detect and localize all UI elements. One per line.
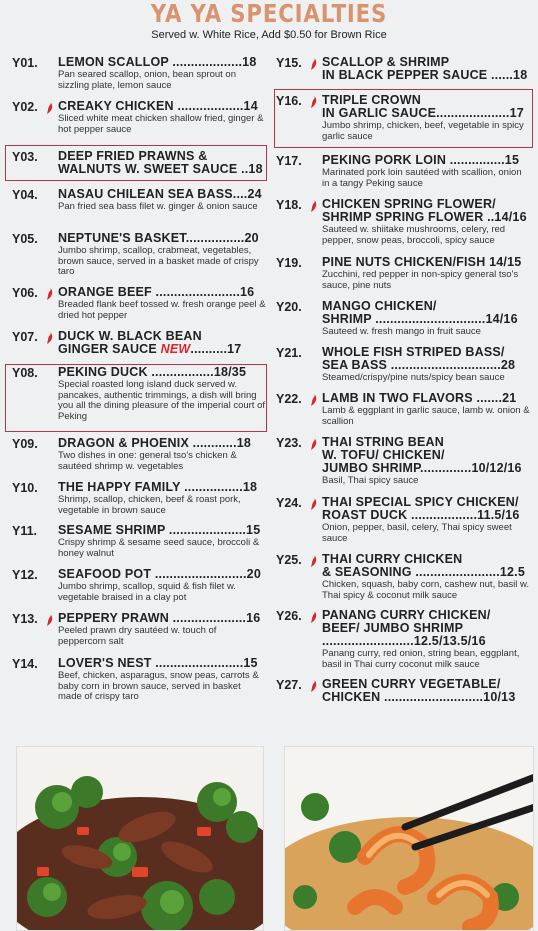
item-name: WHOLE FISH STRIPED BASS/ SEA BASS ..............................28	[322, 345, 516, 372]
new-badge: NEW	[156, 342, 191, 356]
menu-item-y21	[276, 346, 530, 384]
chili-pepper-icon	[310, 393, 318, 405]
item-description: Lamb & eggplant in garlic sauce, lamb w. onion & scallion	[322, 405, 530, 427]
item-code: Y15.	[276, 56, 302, 70]
item-description: Sauteed w. shiitake mushrooms, celery, red pepper, snow peas, broccoli, spicy sauce	[322, 224, 506, 246]
item-name: ORANGE BEEF .......................16	[58, 285, 255, 299]
item-code: Y17.	[276, 154, 302, 168]
item-name: DUCK W. BLACK BEAN GINGER SAUCE NEW..........17	[58, 329, 242, 356]
menu-item-y15	[276, 56, 530, 82]
item-code: Y03.	[12, 150, 38, 164]
item-description: Basil, Thai spicy sauce	[322, 475, 419, 486]
item-description: Sliced white meat chicken shallow fried, ginger & hot pepper sauce	[58, 113, 264, 135]
item-name: NASAU CHILEAN SEA BASS....24	[58, 187, 262, 201]
item-code: Y27.	[276, 678, 302, 692]
item-name: CREAKY CHICKEN ..................14	[58, 99, 258, 113]
item-name: PEKING PORK LOIN ...............15	[322, 153, 520, 167]
menu-item-y11	[12, 524, 266, 559]
item-name: THAI STRING BEAN W. TOFU/ CHICKEN/ JUMBO SHRIMP..............10/12/16	[322, 435, 522, 475]
item-name: MANGO CHICKEN/ SHRIMP ..............................14/16	[322, 299, 518, 326]
menu-item-y16	[276, 94, 530, 142]
item-code: Y22.	[276, 392, 302, 406]
item-name: THAI SPECIAL SPICY CHICKEN/ ROAST DUCK ..................11.5/16	[322, 495, 520, 522]
chili-pepper-icon	[310, 437, 318, 449]
menu-item-y13	[12, 612, 266, 647]
menu-item-y27	[276, 678, 530, 704]
item-name: TRIPLE CROWN IN GARLIC SAUCE....................17	[322, 93, 524, 120]
item-description: Sauteed w. fresh mango in fruit sauce	[322, 326, 481, 337]
item-name: DRAGON & PHOENIX ............18	[58, 436, 252, 450]
item-name: GREEN CURRY VEGETABLE/ CHICKEN ...........................10/13	[322, 677, 516, 704]
menu-item-y20	[276, 300, 530, 338]
item-name: PANANG CURRY CHICKEN/ BEEF/ JUMBO SHRIMP .........................12.5/13.5/16	[322, 608, 491, 648]
item-description: Zucchini, red pepper in non-spicy general tso's sauce, pine nuts	[322, 269, 519, 291]
item-code: Y19.	[276, 256, 302, 270]
item-name: PEPPERY PRAWN ....................16	[58, 611, 261, 625]
section-title: YA YA SPECIALTIES	[150, 0, 388, 28]
item-code: Y09.	[12, 437, 38, 451]
item-code: Y08.	[12, 366, 38, 380]
item-code: Y26.	[276, 609, 302, 623]
menu-item-y12	[12, 568, 266, 603]
item-name: CHICKEN SPRING FLOWER/ SHRIMP SPRING FLOWER ..14/16	[322, 197, 527, 224]
chili-pepper-icon	[46, 613, 54, 625]
shrimp-noodle-photo	[284, 746, 534, 931]
chili-pepper-icon	[46, 331, 54, 343]
menu-item-y03	[12, 150, 266, 176]
chili-pepper-icon	[310, 554, 318, 566]
chili-pepper-icon	[310, 497, 318, 509]
item-code: Y05.	[12, 232, 38, 246]
item-name: SESAME SHRIMP .....................15	[58, 523, 261, 537]
menu-item-y19	[276, 256, 530, 291]
menu-item-y05	[12, 232, 266, 278]
item-code: Y04.	[12, 188, 38, 202]
item-code: Y12.	[12, 568, 38, 582]
menu-item-y24	[276, 496, 530, 544]
chili-pepper-icon	[46, 101, 54, 113]
menu-item-y08	[12, 366, 266, 422]
item-description: Two dishes in one: general tso's chicken & sautéed shrimp w. vegetables	[58, 450, 237, 472]
item-description: Pan fried sea bass filet w. ginger & onion sauce	[58, 201, 258, 212]
item-description: Breaded flank beef tossed w. fresh orange peel & dried hot pepper	[58, 299, 266, 321]
item-code: Y23.	[276, 436, 302, 450]
item-description: Jumbo shrimp, scallop, squid & fish filet w. vegetable braised in a clay pot	[58, 581, 236, 603]
item-name: LOVER'S NEST ........................15	[58, 656, 258, 670]
item-description: Marinated pork loin sautéed with scallion, onion in a tangy Peking sauce	[322, 167, 522, 189]
menu-item-y22	[276, 392, 530, 427]
beef-broccoli-photo	[16, 746, 264, 931]
item-code: Y06.	[12, 286, 38, 300]
chili-pepper-icon	[310, 679, 318, 691]
item-description: Peeled prawn dry sautéed w. touch of peppercorn salt	[58, 625, 217, 647]
item-name: DEEP FRIED PRAWNS & WALNUTS W. SWEET SAUCE ..18	[58, 149, 263, 176]
item-name: PINE NUTS CHICKEN/FISH 14/15	[322, 255, 522, 269]
menu-item-y09	[12, 437, 266, 472]
item-description: Special roasted long island duck served w. pancakes, authentic trimmings, a dish will bring you all the dining pleasure of the imperial court of Peking	[58, 379, 266, 422]
menu-item-y23	[276, 436, 530, 487]
chili-pepper-icon	[310, 199, 318, 211]
item-description: Chicken, squash, baby corn, cashew nut, basil w. Thai spicy & coconut milk sauce	[322, 579, 530, 601]
menu-item-y14	[12, 657, 266, 703]
menu-item-y26	[276, 609, 530, 670]
menu-header	[0, 0, 538, 41]
item-name: THAI CURRY CHICKEN & SEASONING .......................12.5	[322, 552, 525, 579]
menu-item-y25	[276, 553, 530, 601]
item-description: Jumbo shrimp, chicken, beef, vegetable in spicy garlic sauce	[322, 120, 524, 142]
menu-item-y02	[12, 100, 266, 135]
item-description: Crispy shrimp & sesame seed sauce, broccoli & honey walnut	[58, 537, 260, 559]
item-description: Onion, pepper, basil, celery, Thai spicy sweet sauce	[322, 522, 512, 544]
menu-item-y01	[12, 56, 266, 91]
item-name: SCALLOP & SHRIMP IN BLACK PEPPER SAUCE ......18	[322, 55, 528, 82]
section-subtitle: Served w. White Rice, Add $0.50 for Brown Rice	[151, 29, 387, 41]
item-description: Shrimp, scallop, chicken, beef & roast pork, vegetable in brown sauce	[58, 494, 241, 516]
item-code: Y24.	[276, 496, 302, 510]
item-description: Jumbo shrimp, scallop, crabmeat, vegetables, brown sauce, served in a basket made of crispy taro	[58, 245, 259, 277]
item-code: Y02.	[12, 100, 38, 114]
menu-item-y10	[12, 481, 266, 516]
item-code: Y07.	[12, 330, 38, 344]
menu-item-y04	[12, 188, 266, 213]
item-code: Y16.	[276, 94, 302, 108]
item-code: Y01.	[12, 56, 38, 70]
chili-pepper-icon	[310, 95, 318, 107]
item-description: Panang curry, red onion, string bean, eggplant, basil in Thai curry coconut milk sauce	[322, 648, 520, 670]
item-code: Y21.	[276, 346, 302, 360]
item-description: Steamed/crispy/pine nuts/spicy bean sauce	[322, 372, 505, 383]
item-name: LEMON SCALLOP ...................18	[58, 55, 257, 69]
item-name: LAMB IN TWO FLAVORS .......21	[322, 391, 517, 405]
menu-item-y18	[276, 198, 530, 246]
menu-item-y07	[12, 330, 266, 356]
item-description: Pan seared scallop, onion, bean sprout on sizzling plate, lemon sauce	[58, 69, 236, 91]
item-name: SEAFOOD POT .........................20	[58, 567, 261, 581]
item-code: Y11.	[12, 524, 38, 538]
item-name: NEPTUNE'S BASKET................20	[58, 231, 259, 245]
item-code: Y14.	[12, 657, 38, 671]
item-code: Y20.	[276, 300, 302, 314]
menu-item-y06	[12, 286, 266, 321]
item-code: Y10.	[12, 481, 38, 495]
menu-item-y17	[276, 154, 530, 189]
item-code: Y25.	[276, 553, 302, 567]
item-code: Y18.	[276, 198, 302, 212]
item-description: Beef, chicken, asparagus, snow peas, carrots & baby corn in brown sauce, served in basket made of crispy taro	[58, 670, 259, 702]
item-code: Y13.	[12, 612, 38, 626]
chili-pepper-icon	[310, 57, 318, 69]
item-name: THE HAPPY FAMILY ................18	[58, 480, 258, 494]
item-name: PEKING DUCK .................18/35	[58, 365, 247, 379]
chili-pepper-icon	[310, 610, 318, 622]
chili-pepper-icon	[46, 287, 54, 299]
